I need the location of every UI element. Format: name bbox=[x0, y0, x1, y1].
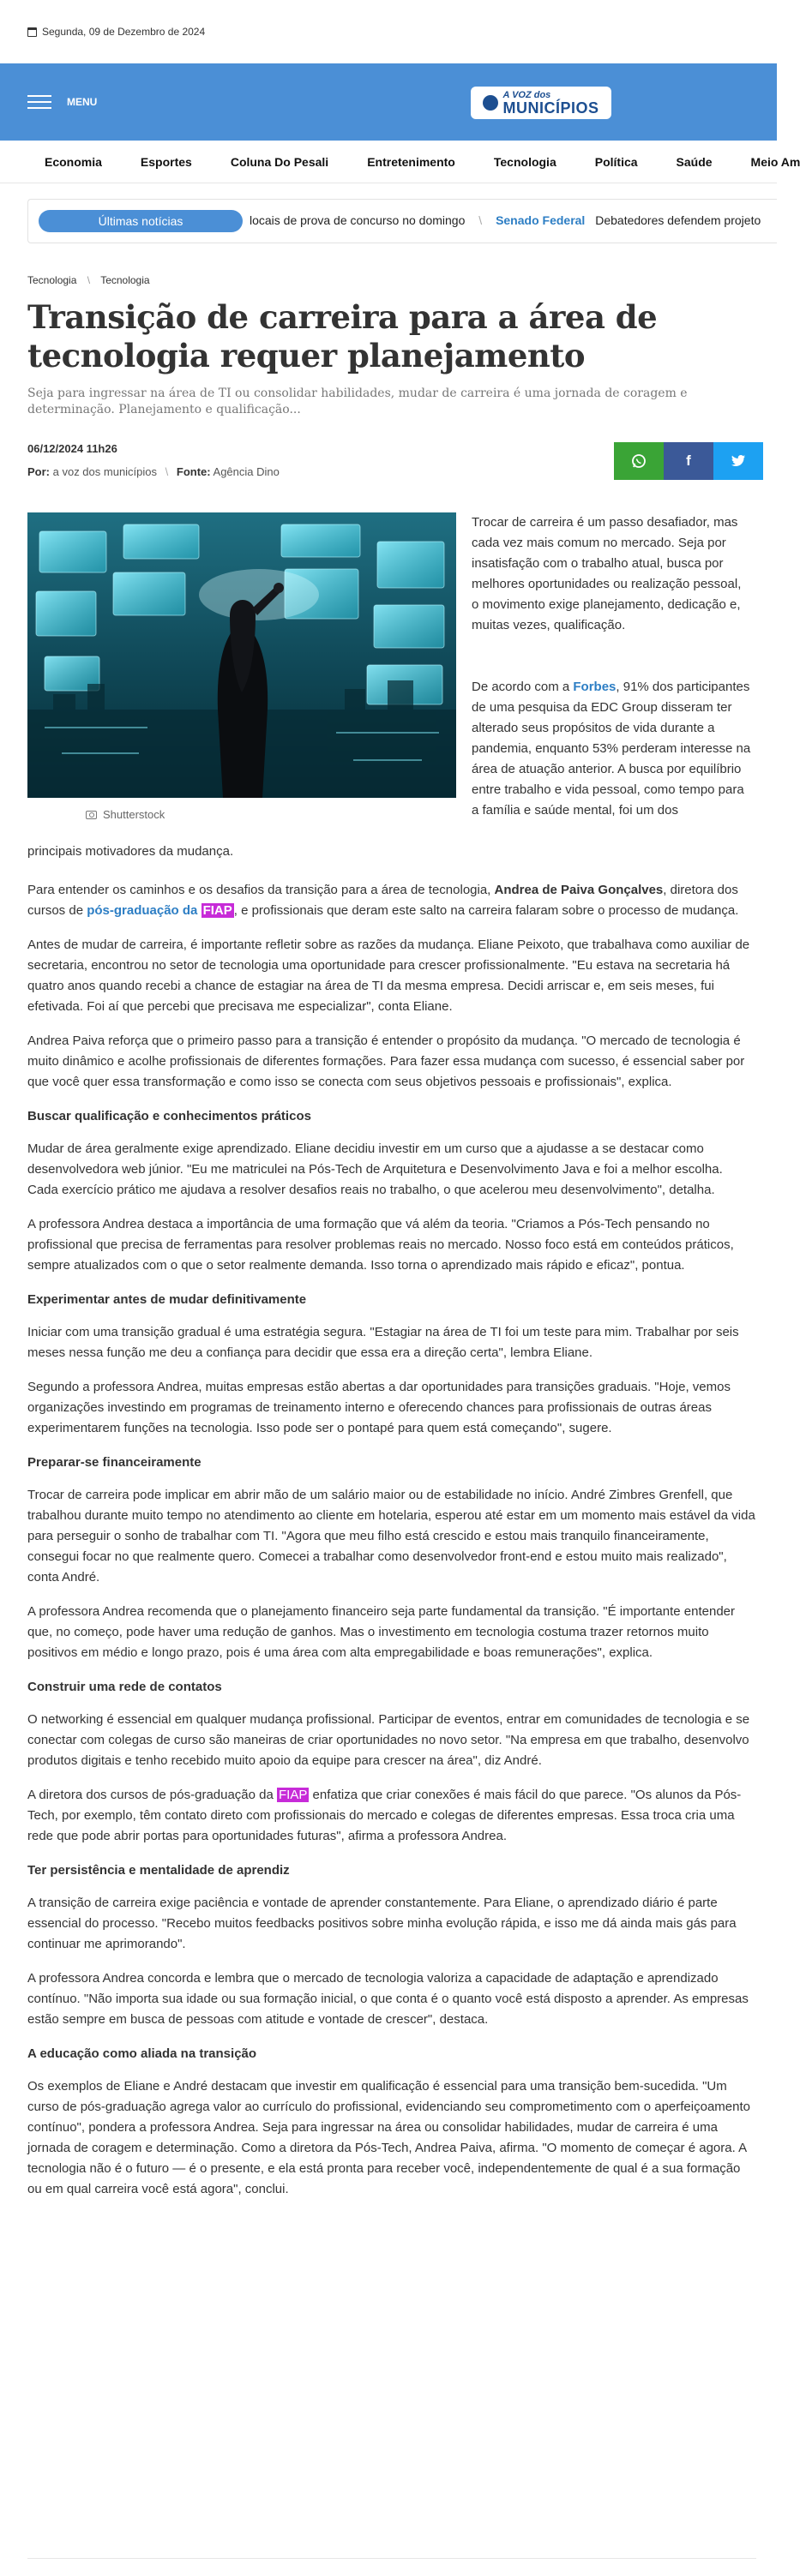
breadcrumb bbox=[27, 274, 150, 286]
article-paragraph: O networking é essencial em qualquer mudança profissional. Participar de eventos, entrar em comunidades de tecnologia e se conectar com colegas de curso são maneiras de criar oportunidades no novo setor. "Na empresa em que trabalho, desenvolvo produtos digitais e tenho recebido muito apoio da equipe para crescer na área", diz André. bbox=[27, 1712, 750, 1768]
nav-item-tecnologia[interactable]: Tecnologia bbox=[493, 154, 556, 169]
top-bar bbox=[0, 0, 777, 63]
article-paragraph: Os exemplos de Eliane e André destacam que investir em qualificação é essencial para uma transição bem-sucedida. "Um curso de pós-graduação agrega valor ao currículo do profissional, evidenciando seu comprometimento com o aperfeiçoamento contínuo", pondera a professora Andrea. Seja para ingressar na área ou consolidar habilidades, mudar de carreira é uma jornada de coragem e determinação. Como a diretora da Pós-Tech, Andrea Paiva, afirma. "O momento de começar é agora. A tecnologia não é o futuro — é o presente, e ela está pronta para receber você, independentemente de qual é a sua formação ou em qual carreira você está agora", conclui. bbox=[27, 2079, 750, 2196]
section-heading: Construir uma rede de contatos bbox=[27, 1680, 222, 1694]
share-buttons bbox=[614, 442, 763, 480]
article-paragraph: Para entender os caminhos e os desafios da transição para a área de tecnologia, Andrea de Paiva Gonçalves, diretora dos cursos de pós-graduação da FIAP , e profissionais que deram este salto na carreira falaram sobre o processo de mudança. bbox=[27, 883, 739, 918]
breadcrumb-item[interactable]: Tecnologia bbox=[27, 274, 77, 286]
section-heading: Preparar-se financeiramente bbox=[27, 1455, 202, 1470]
nav-item-coluna-do-pesali[interactable]: Coluna Do Pesali bbox=[230, 154, 329, 169]
facebook-share-button[interactable] bbox=[664, 442, 713, 480]
menu-label: MENU bbox=[67, 96, 98, 108]
ticker-item[interactable]: locais de prova de concurso no domingo bbox=[250, 213, 466, 227]
article-paragraph: Trocar de carreira pode implicar em abrir mão de um salário maior ou de estabilidade no início. André Zimbres Grenfell, que trabalhou durante muito tempo no atendimento ao cliente em hotelaria, esperou até estar em um momento mais estável da vida para perseguir o sonho de trabalhar com TI. "Agora que meu filho está crescido e estou mais tranquilo financeiramente, consegui focar no que realmente quero. Comecei a trabalhar como desenvolvedor front-end e estou muito mais realizado", conta André. bbox=[27, 1488, 755, 1585]
byline-separator: \ bbox=[165, 465, 169, 478]
byline bbox=[27, 465, 280, 478]
article-paragraph: Segundo a professora Andrea, muitas empresas estão abertas a dar oportunidades para transições graduais. "Hoje, vemos organizações investindo em programas de treinamento interno e oferecendo chances para profissionais de outras áreas experimentarem funções na tecnologia. Isso pode ser o pontapé para quem está começando", sugere. bbox=[27, 1380, 731, 1435]
article-paragraph: Iniciar com uma transição gradual é uma estratégia segura. "Estagiar na área de TI foi um teste para mim. Trabalhar por seis meses nessa função me deu a confiança para decidir que essa era a direção certa", lembra Eliane. bbox=[27, 1325, 739, 1360]
article-title: Transição de carreira para a área de tecnologia requer planejamento bbox=[27, 298, 658, 374]
latest-news-label: Últimas notícias bbox=[39, 210, 243, 232]
article-paragraph: Antes de mudar de carreira, é importante refletir sobre as razões da mudança. Eliane Peixoto, que trabalhava como auxiliar de secretaria, encontrou no setor de tecnologia uma oportunidade para crescer profissionalmente. "Eu estava na secretaria há quatro anos quando recebi a chance de estagiar na área de TI da mesma empresa. Decidi arriscar e, em seis meses, fui efetivada. Foi aí que percebi que precisava me especializar", conta Eliane. bbox=[27, 938, 750, 1014]
site-logo[interactable] bbox=[471, 87, 611, 119]
logo-mark-icon bbox=[483, 95, 498, 111]
postgraduate-link[interactable]: pós-graduação da FIAP bbox=[87, 903, 232, 918]
source-name: Agência Dino bbox=[213, 465, 280, 478]
article-paragraph: principais motivadores da mudança. bbox=[27, 844, 234, 859]
ticker-separator: \ bbox=[478, 213, 483, 227]
fiap-highlight[interactable]: FIAP bbox=[279, 1788, 308, 1802]
breadcrumb-item[interactable]: Tecnologia bbox=[100, 274, 150, 286]
camera-icon bbox=[86, 811, 97, 819]
article-paragraph: A diretora dos cursos de pós-graduação da FIAP enfatiza que criar conexões é mais fácil do que parece. "Os alunos da Pós-Tech, por exemplo, têm contato direto com profissionais do mercado e colegas de diferentes empresas. Essa troca cria uma rede que pode abrir portas para oportunidades futuras", afirma a professora Andrea. bbox=[27, 1788, 742, 1843]
publish-date: 06/12/2024 11h26 bbox=[27, 442, 117, 455]
article-paragraph: Andrea Paiva reforça que o primeiro passo para a transição é entender o propósito da mudança. "O mercado de tecnologia é muito dinâmico e acolhe profissionais de diferentes formações. Para fazer essa mudança com sucesso, é essencial saber por que você quer essa transformação e como isso se conecta com seus objetivos pessoais e profissionais", explica. bbox=[27, 1033, 745, 1089]
caption-text: Shutterstock bbox=[103, 808, 165, 821]
nav-item-esportes[interactable]: Esportes bbox=[140, 154, 192, 169]
section-heading: A educação como aliada na transição bbox=[27, 2046, 257, 2061]
nav-item-saude[interactable]: Saúde bbox=[676, 154, 713, 169]
article-paragraph: A professora Andrea recomenda que o planejamento financeiro seja parte fundamental da transição. "É importante entender que, no começo, pode haver uma redução de ganhos. Mas o investimento em tecnologia costuma trazer retornos muito positivos em médio e longo prazo, pois é uma área com alta empregabilidade e boas remunerações", explica. bbox=[27, 1604, 736, 1660]
featured-image bbox=[27, 512, 456, 798]
author-label: Por: bbox=[27, 465, 50, 478]
article-paragraph: De acordo com a Forbes, 91% dos participantes de uma pesquisa da EDC Group disseram ter alterado seus propósitos de vida durante a pandemia, enquanto 53% perderam interesse na área de atuação anterior. A busca por equilíbrio entre trabalho e vida pessoal, como tempo para a família e saúde mental, foi um dos bbox=[472, 680, 751, 818]
article-meta bbox=[27, 442, 280, 478]
section-heading: Ter persistência e mentalidade de aprendiz bbox=[27, 1863, 290, 1878]
current-date: Segunda, 09 de Dezembro de 2024 bbox=[42, 26, 206, 38]
forbes-link[interactable]: Forbes bbox=[573, 680, 617, 694]
image-caption bbox=[86, 808, 165, 821]
site-header bbox=[0, 63, 777, 141]
news-ticker bbox=[27, 199, 777, 243]
ticker-item[interactable]: Debatedores defendem projeto bbox=[595, 213, 761, 227]
article-paragraph: A professora Andrea destaca a importância de uma formação que vá além da teoria. "Criamos a Pós-Tech pensando no profissional que precisa de ferramentas para resolver problemas reais no mercado. Nosso foco está em conteúdos práticos, sempre atualizados com o que o setor realmente demanda. Isso torna o aprendizado mais rápido e eficaz", pontua. bbox=[27, 1217, 734, 1273]
section-heading: Buscar qualificação e conhecimentos práticos bbox=[27, 1109, 311, 1123]
breadcrumb-separator: \ bbox=[87, 274, 91, 286]
section-heading: Experimentar antes de mudar definitivamente bbox=[27, 1292, 307, 1307]
article-paragraph: Mudar de área geralmente exige aprendizado. Eliane decidiu investir em um curso que a ajudasse a se destacar como desenvolvedora web júnior. "Eu me matriculei na Pós-Tech de Arquitetura e Desenvolvimento Java e foi a melhor escolha. Cada exercício prático me ajudava a resolver desafios reais no trabalho, o que acelerou meu desenvolvimento", detalha. bbox=[27, 1141, 723, 1197]
author-name: a voz dos municípios bbox=[52, 465, 158, 478]
source-label: Fonte: bbox=[176, 465, 211, 478]
ticker-source[interactable]: Senado Federal bbox=[496, 213, 586, 227]
highlighted-name: Andrea de Paiva Gonçalves bbox=[494, 883, 664, 897]
article-body bbox=[27, 880, 756, 2214]
logo-line1: A VOZ dos bbox=[502, 89, 551, 100]
nav-item-entretenimento[interactable]: Entretenimento bbox=[367, 154, 455, 169]
nav-item-meio-ambiente[interactable]: Meio Am bbox=[750, 154, 800, 169]
fiap-highlight[interactable]: FIAP bbox=[202, 903, 232, 918]
divider bbox=[27, 2558, 756, 2559]
woman-facing-digital-screens-image bbox=[27, 512, 456, 798]
article-paragraph: Trocar de carreira é um passo desafiador, mas cada vez mais comum no mercado. Seja por insatisfação com o trabalho atual, busca por melhores oportunidades ou realização pessoal, o movimento exige planejamento, dedicação e, muitas vezes, qualificação. bbox=[472, 515, 742, 632]
twitter-share-button[interactable] bbox=[713, 442, 763, 480]
whatsapp-icon bbox=[631, 453, 647, 469]
hamburger-icon bbox=[27, 91, 51, 113]
logo-line2: MUNICÍPIOS bbox=[502, 99, 599, 117]
nav-item-economia[interactable]: Economia bbox=[45, 154, 102, 169]
article-paragraph: A transição de carreira exige paciência e vontade de aprender constantemente. Para Eliane, o aprendizado diário é parte essencial do processo. "Recebo muitos feedbacks positivos sobre minha evolução rápida, e isso me dá ainda mais gás para continuar me aprimorando". bbox=[27, 1896, 737, 1951]
whatsapp-share-button[interactable] bbox=[614, 442, 664, 480]
menu-button[interactable] bbox=[27, 91, 97, 113]
twitter-icon bbox=[731, 454, 746, 468]
calendar-icon bbox=[27, 27, 37, 37]
facebook-icon: f bbox=[686, 452, 691, 469]
category-nav bbox=[0, 141, 800, 183]
article-subtitle: Seja para ingressar na área de TI ou consolidar habilidades, mudar de carreira é uma jornada de coragem e determinação. Planejamento e qualificação... bbox=[27, 386, 688, 416]
nav-item-politica[interactable]: Política bbox=[594, 154, 638, 169]
article-paragraph: A professora Andrea concorda e lembra que o mercado de tecnologia valoriza a capacidade de adaptação e aprendizado contínuo. "Não importa sua idade ou sua formação inicial, o que conta é o quanto você está disposto a aprender. As empresas estão sempre em busca de pessoas com atitude e vontade de crescer", destaca. bbox=[27, 1971, 749, 2027]
